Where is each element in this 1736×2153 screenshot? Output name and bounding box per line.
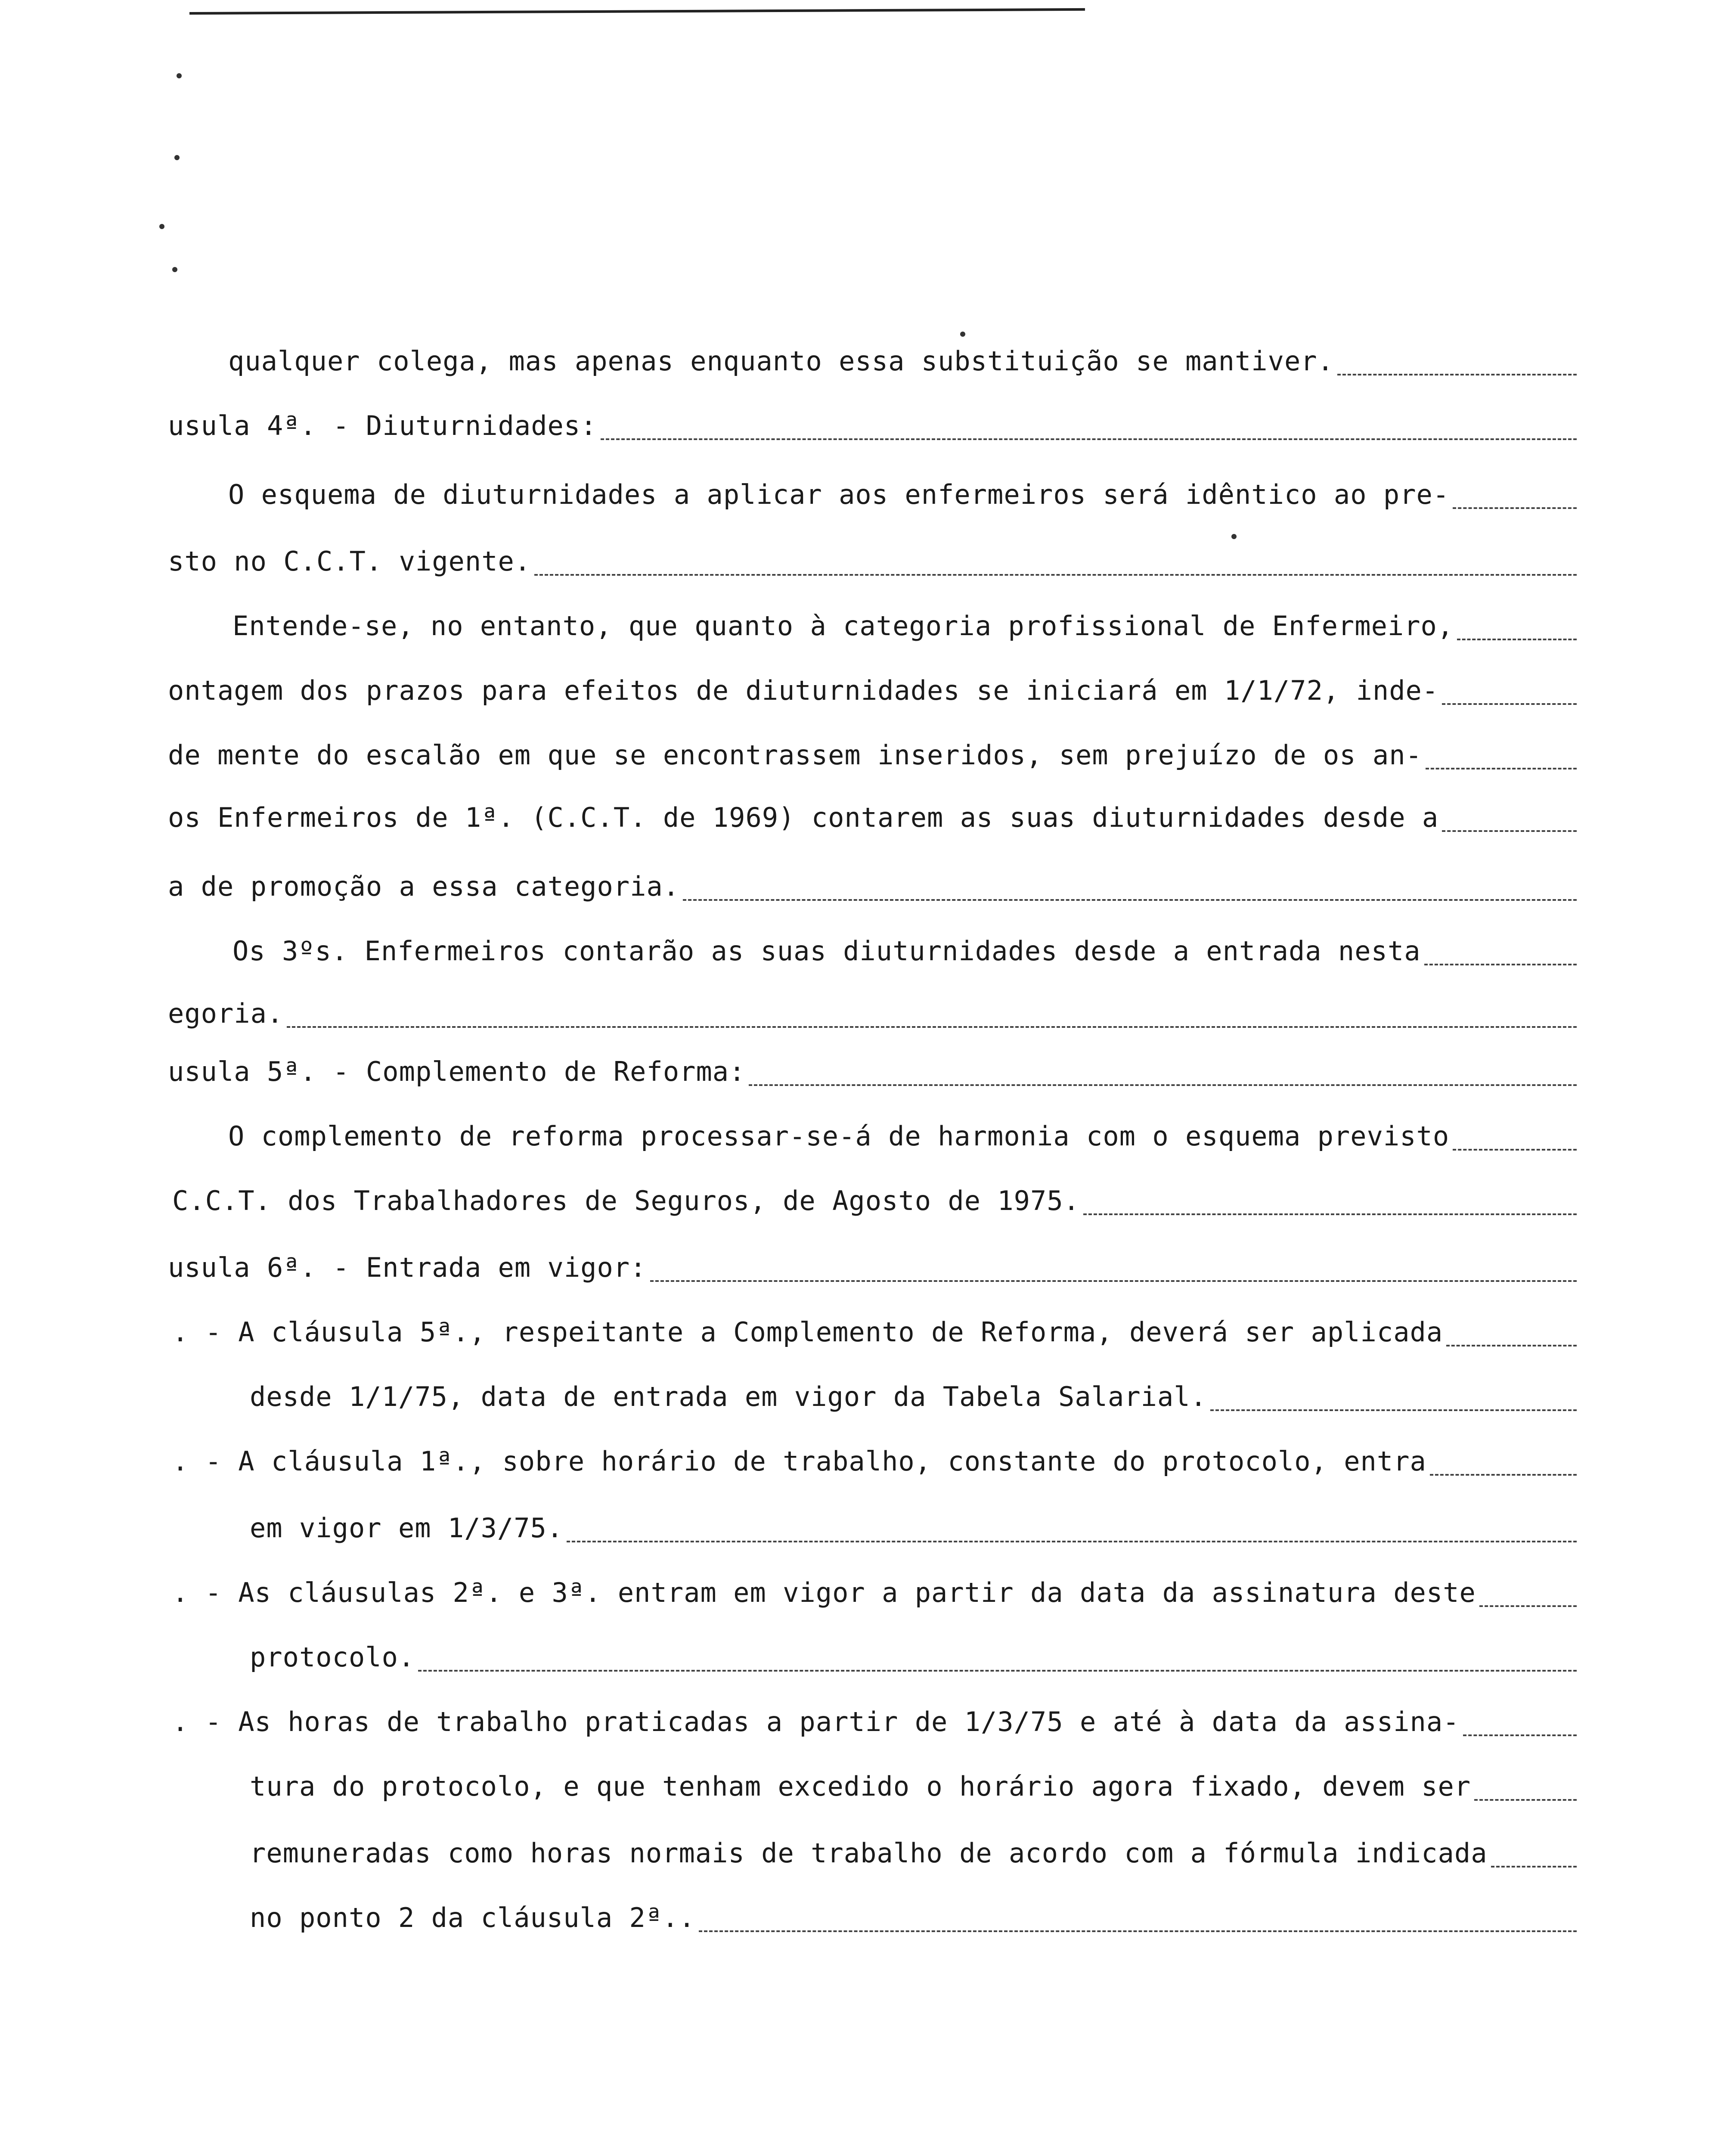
line-text: . - As horas de trabalho praticadas a partir de 1/3/75 e até à data da assina- [172,1706,1460,1737]
text-line-8 [0,788,1577,835]
line-text: sto no C.C.T. vigente. [168,546,531,577]
line-text: no ponto 2 da cláusula 2ª.. [250,1902,695,1933]
line-text: protocolo. [250,1641,415,1673]
line-text: . - A cláusula 5ª., respeitante a Complemento de Reforma, deverá ser aplicada [172,1316,1443,1348]
line-text: desde 1/1/75, data de entrada em vigor da Tabela Salarial. [250,1381,1207,1412]
line-text: Os 3ºs. Enfermeiros contarão as suas diuturnidades desde a entrada nesta [232,935,1421,967]
text-line-5 [0,596,1577,644]
fill-rule [418,1670,1577,1672]
fill-rule [1442,830,1577,832]
scan-speck [174,155,180,160]
fill-rule [1463,1734,1577,1736]
text-line-7 [0,726,1577,773]
text-line-24 [0,1824,1577,1871]
fill-rule [650,1280,1577,1282]
text-line-1 [0,332,1577,379]
top-rule [189,8,1085,15]
text-line-6 [0,661,1577,708]
fill-rule [1442,703,1577,705]
line-text: os Enfermeiros de 1ª. (C.C.T. de 1969) contarem as suas diuturnidades desde a [168,802,1439,833]
fill-rule [1426,768,1577,769]
line-text: ontagem dos prazos para efeitos de diuturnidades se iniciará em 1/1/72, inde- [168,675,1439,706]
line-text: Entende-se, no entanto, que quanto à categoria profissional de Enfermeiro, [232,610,1454,642]
text-line-22 [0,1692,1577,1740]
text-line-14 [0,1171,1577,1219]
fill-rule [1457,639,1577,640]
text-line-12 [0,1042,1577,1089]
text-line-21 [0,1628,1577,1675]
fill-rule [1430,1474,1577,1476]
line-text: usula 6ª. - Entrada em vigor: [168,1252,647,1283]
fill-rule [699,1930,1577,1932]
line-text: qualquer colega, mas apenas enquanto essa substituição se mantiver. [228,345,1334,377]
fill-rule [1083,1213,1577,1215]
text-line-13 [0,1107,1577,1154]
fill-rule [601,438,1577,440]
text-line-19 [0,1498,1577,1546]
line-text: tura do protocolo, e que tenham excedido o horário agora fixado, devem ser [250,1771,1471,1802]
text-line-25 [0,1888,1577,1936]
text-line-4 [0,532,1577,579]
text-line-9 [0,857,1577,904]
text-line-16 [0,1303,1577,1350]
scan-speck [177,73,182,78]
fill-rule [1210,1409,1577,1411]
line-text: C.C.T. dos Trabalhadores de Seguros, de Agosto de 1975. [172,1185,1080,1216]
scan-speck [159,224,164,229]
line-text: egoria. [168,998,284,1029]
fill-rule [1337,374,1577,375]
fill-rule [567,1541,1577,1542]
fill-rule [683,899,1577,901]
line-text: . - As cláusulas 2ª. e 3ª. entram em vigor a partir da data da assinatura deste [172,1577,1476,1608]
fill-rule [1474,1799,1577,1801]
fill-rule [1491,1866,1577,1868]
fill-rule [1446,1345,1577,1346]
text-line-2 [0,396,1577,444]
text-line-11 [0,984,1577,1031]
line-text: de mente do escalão em que se encontrassem inseridos, sem prejuízo de os an- [168,739,1422,771]
text-line-23 [0,1757,1577,1804]
fill-rule [1424,964,1577,965]
fill-rule [287,1026,1577,1028]
text-line-17 [0,1367,1577,1415]
fill-rule [1453,507,1577,509]
line-text: usula 5ª. - Complemento de Reforma: [168,1056,746,1087]
text-line-15 [0,1238,1577,1285]
scan-speck [172,267,177,272]
fill-rule [749,1084,1577,1086]
line-text: em vigor em 1/3/75. [250,1512,564,1544]
line-text: usula 4ª. - Diuturnidades: [168,410,597,441]
text-line-3 [0,465,1577,512]
fill-rule [1479,1605,1577,1607]
line-text: O esquema de diuturnidades a aplicar aos enfermeiros será idêntico ao pre- [228,479,1450,510]
line-text: a de promoção a essa categoria. [168,871,680,902]
fill-rule [1453,1149,1577,1151]
line-text: O complemento de reforma processar-se-á de harmonia com o esquema previsto [228,1120,1450,1152]
line-text: . - A cláusula 1ª., sobre horário de trabalho, constante do protocolo, entra [172,1446,1426,1477]
fill-rule [534,574,1577,576]
line-text: remuneradas como horas normais de trabalho de acordo com a fórmula indicada [250,1837,1488,1869]
text-line-20 [0,1563,1577,1610]
text-line-10 [0,921,1577,969]
text-line-18 [0,1432,1577,1479]
